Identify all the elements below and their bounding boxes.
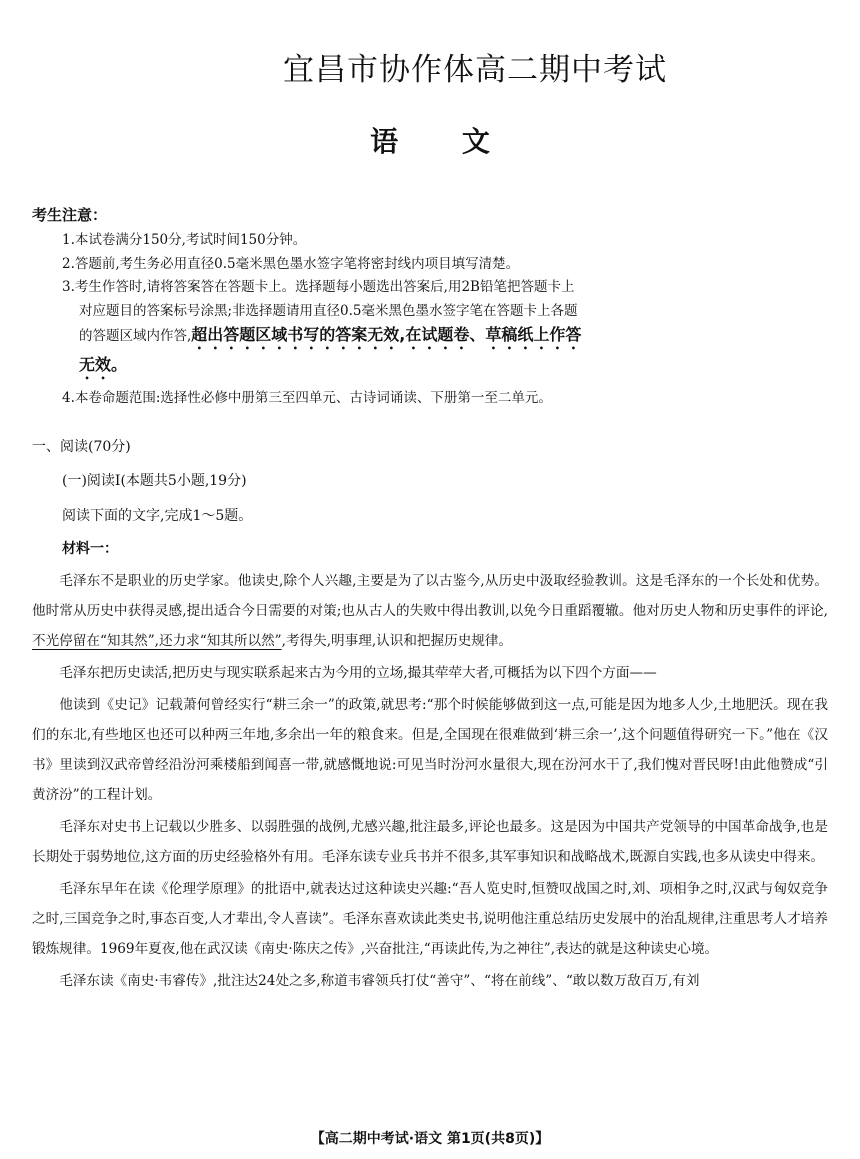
notice-item-3-emphasis-end: 无效。 bbox=[79, 355, 128, 374]
reading-passage bbox=[32, 566, 828, 998]
reading-instruction: 阅读下面的文字,完成1～5题。 bbox=[62, 508, 253, 524]
notice-list bbox=[62, 229, 832, 411]
notice-item-3-plain: 的答题区域内作答, bbox=[79, 328, 192, 344]
material-label: 材料一： bbox=[62, 541, 118, 557]
notice-item-2: 2.答题前,考生务必用直径0.5毫米黑色墨水签字笔将密封线内项目填写清楚。 bbox=[62, 255, 520, 272]
notice-item-4: 4.本卷命题范围:选择性必修中册第三至四单元、古诗词诵读、下册第一至二单元。 bbox=[62, 390, 552, 406]
notice-item-3-line-3 bbox=[62, 323, 832, 353]
paragraph-1-part-b: ,考得失,明事理,认识和把握历史规律。 bbox=[281, 633, 513, 649]
exam-title: 宜昌市协作体高二期中考试 bbox=[283, 52, 667, 88]
paragraph-1-part-a: 毛泽东不是职业的历史学家。他读史,除个人兴趣,主要是为了以古鉴今,从历史中汲取经验教训。这是毛泽东的一个长处和优势。他时常从历史中获得灵感,提出适合今日需要的对策;也从古人的失败中得出教训,以免今日重蹈覆辙。他对历史人物和历史事件的评论, bbox=[32, 573, 828, 619]
passage-paragraph-3: 他读到《史记》记载萧何曾经实行“耕三余一”的政策,就思考:“那个时候能够做到这一点,可能是因为地多人少,土地肥沃。现在我们的东北,有些地区也还可以种两三年地,多余出一年的粮食来。但是,全国现在很难做到‘耕三余一’,这个问题值得研究一下。”他在《汉书》里读到汉武帝曾经沿汾河乘楼船到闻喜一带,就感慨地说:可见当时汾河水量很大,现在汾河水干了,我们愧对晋民呀!由此他赞成“引黄济汾”的工程计划。 bbox=[32, 697, 828, 803]
subsection-title: (一)阅读Ⅰ(本题共5小题,19分) bbox=[62, 473, 247, 489]
passage-paragraph-1 bbox=[32, 566, 828, 656]
subject-title: 语 文 bbox=[370, 125, 490, 158]
notice-item-3-line-1: 3.考生作答时,请将答案答在答题卡上。选择题每小题选出答案后,用2B铅笔把答题卡上 bbox=[62, 279, 575, 295]
passage-paragraph-6: 毛泽东读《南史·韦睿传》,批注达24处之多,称道韦睿领兵打仗“善守”、“将在前线”、“敢以数万敌百万,有刘 bbox=[59, 973, 700, 989]
notice-item-1: 1.本试卷满分150分,考试时间150分钟。 bbox=[62, 232, 307, 248]
passage-paragraph-4: 毛泽东对史书上记载以少胜多、以弱胜强的战例,尤感兴趣,批注最多,评论也最多。这是因为中国共产党领导的中国革命战争,也是长期处于弱势地位,这方面的历史经验格外有用。毛泽东读专业兵书并不很多,其军事知识和战略战术,既源自实践,也多从读史中得来。 bbox=[32, 819, 828, 865]
notice-item-3-emphasis: 超出答题区域书写的答案无效,在试题卷、草稿纸上作答 bbox=[191, 325, 582, 344]
section-title: 一、阅读(70分) bbox=[32, 439, 131, 455]
notice-item-3-line-2: 对应题目的答案标号涂黑;非选择题请用直径0.5毫米黑色墨水签字笔在答题卡上各题 bbox=[79, 302, 578, 319]
notice-item-3-line-4 bbox=[62, 353, 832, 383]
paragraph-1-underlined: 不光停留在“知其然”,还力求“知其所以然” bbox=[32, 633, 282, 649]
passage-paragraph-5: 毛泽东早年在读《伦理学原理》的批语中,就表达过这种读史兴趣:“吾人览史时,恒赞叹战国之时,刘、项相争之时,汉武与匈奴竞争之时,三国竞争之时,事态百变,人才辈出,令人喜读”。毛泽东喜欢读此类史书,说明他注重总结历史发展中的治乱规律,注重思考人才培养锻炼规律。1969年夏夜,他在武汉读《南史·陈庆之传》,兴奋批注,“再读此传,为之神往”,表达的就是这种读史心境。 bbox=[32, 881, 828, 957]
page-footer: 【高二期中考试·语文 第1页(共8页)】 bbox=[310, 1131, 550, 1147]
notice-heading: 考生注意： bbox=[32, 206, 108, 224]
passage-paragraph-2: 毛泽东把历史读活,把历史与现实联系起来古为今用的立场,撮其荦荦大者,可概括为以下四个方面—— bbox=[59, 665, 657, 681]
